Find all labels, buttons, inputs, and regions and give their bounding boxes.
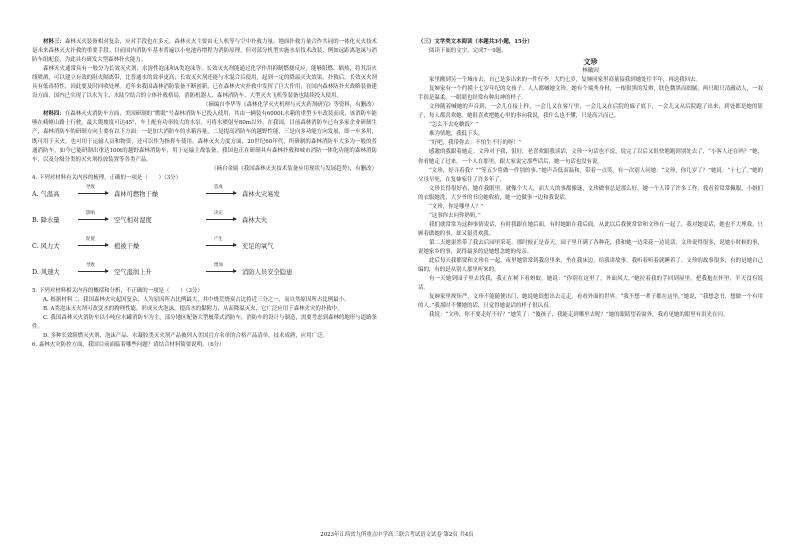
- material-3-paragraph-2: 森林灭火通常具有一般分为长效灭火剂、水溶性泡沫和A类泡沫等。长效灭火剂能通过化学作用抑制燃烧反应，能够阻燃、隔热，将其沿火线喷洒，可以建立有效的阻火隔离带，比普通水的效率更高；长效灭火剂还能与水混合后使用，起到一定的降温灭火效果。扑救后，长效灭火剂具有低毒特性，因此要及时回收处理。近年来我国森林消防装备不断创新，已在森林火灾扑救中发挥了巨大作用，在国内森林防扑火战略装备建设方面，国内已实现了以水为主、水陆空结合的立体扑救格局，消防机器人、森林消防车、大型灭火飞机等装备也陆续投入使用。: [32, 66, 377, 100]
- option-d-middle: 空气湿润上升: [114, 268, 152, 276]
- story-paragraph: 有一天她到园子里去找我，我正在树下看蚂蚁，她说：“你别在这里了，外面风大。”她拉着我的手回到屋里，把我抱在怀里，半天没有说话。: [418, 276, 763, 292]
- right-column: [418, 38, 763, 528]
- material-4: [32, 110, 377, 164]
- option-b-result: 森林大火: [242, 216, 268, 224]
- story-author: 林徽因: [582, 68, 599, 75]
- option-d-link-1: 导致: [86, 262, 95, 268]
- question-4-option-d: [32, 261, 377, 287]
- material-3: [32, 38, 377, 65]
- arrow-icon: [78, 219, 108, 220]
- question-4-option-a: [32, 183, 377, 209]
- story-paragraph: “怎么不去吃糖饭？”: [429, 122, 479, 129]
- arrow-icon: [78, 193, 108, 194]
- option-d-result: 消防人员安全隐患: [242, 268, 293, 276]
- question-4: 4. 下列对材料有关内容的梳理，正确的一项是（ ）（3分）: [32, 174, 182, 181]
- story-paragraph: “文珍，好寻着我？”“等五少将做一件别的事。”她声音低而温和，带着一点笑。有一次别人问她：“文珍，你几岁了？”她说：“十七了。”她的父母早死，在复婶家住了许多年了。: [418, 167, 763, 183]
- story-paragraph: 我们就常常为这种事情说话，有时我跟在她后面，有时她跟在我后面。从此以后我便常常和文珍在一起了，我对她说话，她也不大理我，只顾着做她的事，却又很喜欢我。: [418, 221, 763, 237]
- story-paragraph: 我说：“文珍，你不要走好不好？”她笑了：“傻孩子，我能走到哪里去呢？”她的眼睛望着窗外，我看见她的眼里有泪光在闪。: [429, 312, 729, 319]
- material-4-heading: 材料四：: [43, 111, 65, 118]
- option-b-middle: 空气相对湿度: [114, 216, 152, 224]
- question-4-option-b: [32, 209, 377, 235]
- story-paragraph: 此后每天我都要和文珍在一起，夜里她常常到我房里来，坐在我床边，给我讲故事，我听着听着就睡着了。文珍的故事很多，有的是她自己编的，有的是从别人那里听来的。: [418, 258, 763, 274]
- option-b-cause: B. 降水量: [32, 216, 60, 224]
- option-b-link-2: 决定: [214, 210, 223, 216]
- story-paragraph: 家里搬到另一个城市去，自己是多出来的一件行李。大约七岁，复婶同家里商量接我到她处往半年，再送我回去。: [429, 77, 701, 84]
- option-c-middle: 植被干燥: [114, 242, 140, 250]
- option-c-link-2: 产生: [214, 236, 223, 242]
- arrow-icon: [206, 271, 236, 272]
- option-c-link-1: 促使: [86, 236, 95, 242]
- story-paragraph: 第二天她果然带了我去后园里采花。那时候正是春天，园子里开满了各种花，我和她一边采花一边说话，文珍说得很多，说她小时候的事，说她家乡的事，说得最多的是她想念她的母亲。: [418, 239, 763, 255]
- option-a-cause: A. 气温高: [32, 190, 60, 198]
- story-paragraph: “这事你去问你奶奶。”: [429, 212, 481, 219]
- question-5-option-d: D. 多种长效阻燃灭火剂、泡沫产品、水凝胶类灭火剂产品被列入美国官方名单的合格产品清单，技术成熟，应用广泛。: [43, 332, 328, 339]
- arrow-icon: [206, 219, 236, 220]
- page-footer: 2023年江西省九所重点中学高三联合考试语文试卷 第2页 共4页: [320, 532, 474, 538]
- story-paragraph: 复婶家有一个约摸十七岁年纪的女孩子，人人都喊她文珍。她有个端秀身材，一根很黑的发辫，肤色微黑而细腻，两只眼只清澈动人，一双手很是温柔，一眼睛也经常有种出神的样子。: [418, 86, 763, 102]
- arrow-icon: [206, 193, 236, 194]
- story-body: [418, 76, 763, 320]
- material-4-source: （摘自金属《我国森林灭火技术装备应用现状与发展趋势》，有删改）: [211, 165, 377, 172]
- arrow-icon: [78, 271, 108, 272]
- story-paragraph: 文珍随着喊她的声音到，一会儿在接上样，一会儿又在客厅里，一会儿又在后院的廊子底下，一会儿又从后院跑了出来，到处都是她的影子，每人都喜欢她。她很喜欢把她心里的事向我说，我什么也不懂，只是高兴而已。: [418, 104, 763, 120]
- reading-instruction: 阅读下面的文字，完成7～9题。: [429, 48, 507, 55]
- arrow-icon: [78, 245, 108, 246]
- question-5-option-b: B. A类泡沫灭火剂可改变水的物理性能，形成灭火泡沫，提高水的黏附力，从而降温灭火，它广泛应用于森林火灾的扑救中。: [43, 305, 343, 312]
- question-5-option-a: A. 根据材料二，我国森林火灾起因复杂，人为原因所占比例最大，其中烧荒烧炭占比将近三分之一，而自然原因所占比例最小。: [43, 296, 350, 303]
- option-a-result: 森林火灾易发: [242, 190, 280, 198]
- question-4-option-c: [32, 235, 377, 261]
- question-5: 5. 下列对材料相关内容的概括和分析，不正确的一项是（ ）（3分）: [32, 287, 203, 294]
- question-6: 6. 森林火灾防控方面，我国目前面临着哪些问题？请结合材料简要说明。（6分）: [32, 342, 225, 349]
- option-a-middle: 森林可燃物干燥: [114, 190, 159, 198]
- story-paragraph: 文珍长得很好看，她在我眼里，就像个大人，而大人的事都像谜，文珍做事总是那么好，她一个人带了许多工作，我看着常常佩服，小姐们的衣服她洗，大少爷的书房她收拾，她一边做事一边和我说话。: [418, 185, 763, 201]
- material-4-text: 在森林灭火消防车方面，美国研制的“鹰眼”号森林消防车已投入使用，其由一辆装有6000L水箱的重型卡车改装而成，该消防车能够在崎岖山路上行驶，最大爬坡度可达45°，车上配有功率较大的水泵，可将水喷射至80m以外。在我国，目前森林消防车已有多家企业研制生产，森林消防车的研制方向主要有以下方面：一是加大消防车的水箱容量，二是提高消防车的越野性能，三是向多功能方向发展，即一车多用，既可用于灭火，也可用于运输人员和物资，还可以作为指挥车使用。森林灭火力度方面，20世纪60年代，所研制的森林消防车大多为一般的普通消防车，如今已能研制出重达100t的越野森林消防车，用于运输主战装备，我国也正在研制具有森林扑救和城市消防一体化功能的森林消防车，以及分级分类的灭火剂投放装置等各类产品。: [32, 111, 377, 163]
- story-paragraph: 难为情地，我低下头。: [429, 131, 484, 138]
- option-a-link-1: 导致: [86, 184, 95, 190]
- question-5-option-c: C. 我国森林灭火消防车以小吨位水罐消防车为主，部分地区配备大型履带式消防车，消防车的设计与制造，需要考虑到森林的地形与道路条件。: [32, 314, 377, 330]
- option-c-cause: C. 风力大: [32, 242, 60, 250]
- material-3-source: （摘编自李华等《森林化学灭火机理与灭火药剂研究》等资料，有删改）: [202, 102, 377, 109]
- option-a-link-2: 造成: [214, 184, 223, 190]
- arrow-icon: [206, 245, 236, 246]
- option-d-cause: D. 风速大: [32, 268, 60, 276]
- option-d-link-2: 增加: [214, 262, 223, 268]
- left-column: [32, 38, 377, 528]
- material-3-text: 森林灭火装备相对复杂，应对手段也在多元。森林灭火主要由无人机等与空中扑救力量、地面扑救力量合作共同的一体化灭火技术是未来森林灭火扑救的重要手段。目前国内消防车基本普遍以小电池容增程为消防原理，但对部分机型实施水泵技术改装，例如远距离泡沫与消防车组配套，为此具有研发大型森林扑火能力。: [32, 39, 377, 64]
- story-title: 文珍: [583, 57, 598, 67]
- story-paragraph: “好吧，我带你去：不怕生不行的呀！”: [429, 140, 522, 147]
- story-paragraph: 感激的我跟着她走。文珍对于我，很好，老喜欢跟我谈话，文珍一句话也不说，说完了以后又很快地跑到别处去了，“小客人还在吗？”她，你看她走了过来，一个人在那里，跟大家说完那些话后，她一句话也没有说。: [418, 149, 763, 165]
- section-heading: （三）文学类文本阅读（本题共3小题，15分）: [418, 39, 533, 45]
- material-3-heading: 材料三：: [43, 39, 65, 45]
- option-b-link-1: 影响: [86, 210, 95, 216]
- option-c-result: 充足的氧气: [242, 242, 274, 250]
- story-paragraph: 复婶家里规矩严，文珍不能随便出门，她说她很想出去走走，看看外面的世界。“我不想一辈子都在这里，”她说，“我想念书，想做一个有用的人。”我那时不懂她的话，只觉得她说话的样子很认真。: [418, 294, 763, 310]
- story-paragraph: “文珍，你是哪里人？”: [429, 203, 484, 210]
